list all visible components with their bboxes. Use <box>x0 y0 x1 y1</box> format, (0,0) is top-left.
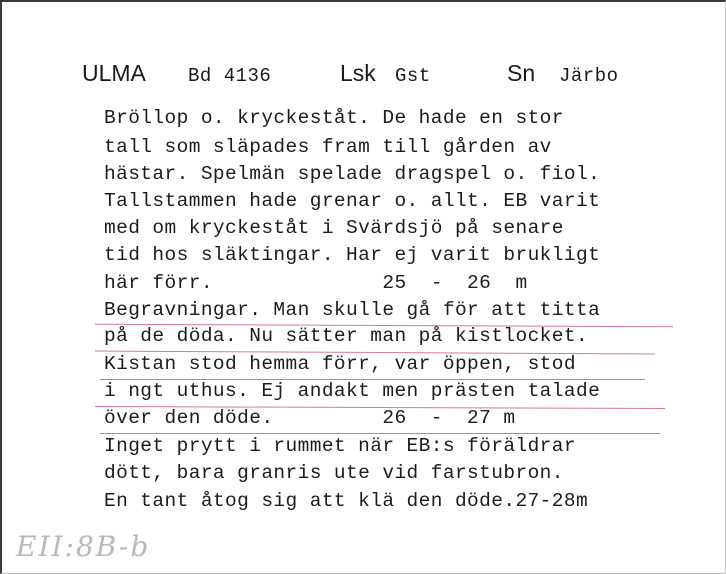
text-line: över den döde. 26 - 27 m <box>104 407 516 429</box>
text-line: Inget prytt i rummet när EB:s föräldrar <box>104 435 576 457</box>
header-sn-label: Sn <box>507 60 536 86</box>
text-line: på de döda. Nu sätter man på kistlocket. <box>104 325 589 347</box>
handwritten-signature: EII:8B-b <box>16 530 151 563</box>
text-line: tid hos släktingar. Har ej varit brukligt <box>104 244 601 266</box>
text-line: med om kryckeståt i Svärdsjö på senare <box>104 217 564 239</box>
underline-mark <box>100 379 645 380</box>
header-sn-value: Järbo <box>559 65 619 87</box>
text-line: hästar. Spelmän spelade dragspel o. fiol. <box>104 163 601 185</box>
text-line: Kistan stod hemma förr, var öppen, stod <box>104 353 576 375</box>
header-lsk-value: Gst <box>395 65 431 87</box>
text-line: Begravningar. Man skulle gå för att titta <box>104 299 601 321</box>
text-line: Bröllop o. kryckeståt. De hade en stor <box>104 107 564 129</box>
underline-mark <box>100 433 660 434</box>
text-line: dött, bara granris ute vid farstubron. <box>104 462 564 484</box>
text-line: här förr. 25 - 26 m <box>104 272 528 294</box>
text-line: En tant åtog sig att klä den döde.27-28m <box>104 490 589 512</box>
header-lsk-label: Lsk <box>340 60 376 86</box>
text-line: i ngt uthus. Ej andakt men prästen talade <box>104 380 601 402</box>
header-number: Bd 4136 <box>188 65 272 87</box>
header-word: ULMA <box>82 60 146 86</box>
text-line: tall som släpades fram till gården av <box>104 136 552 158</box>
text-line: Tallstammen hade grenar o. allt. EB varit <box>104 190 601 212</box>
